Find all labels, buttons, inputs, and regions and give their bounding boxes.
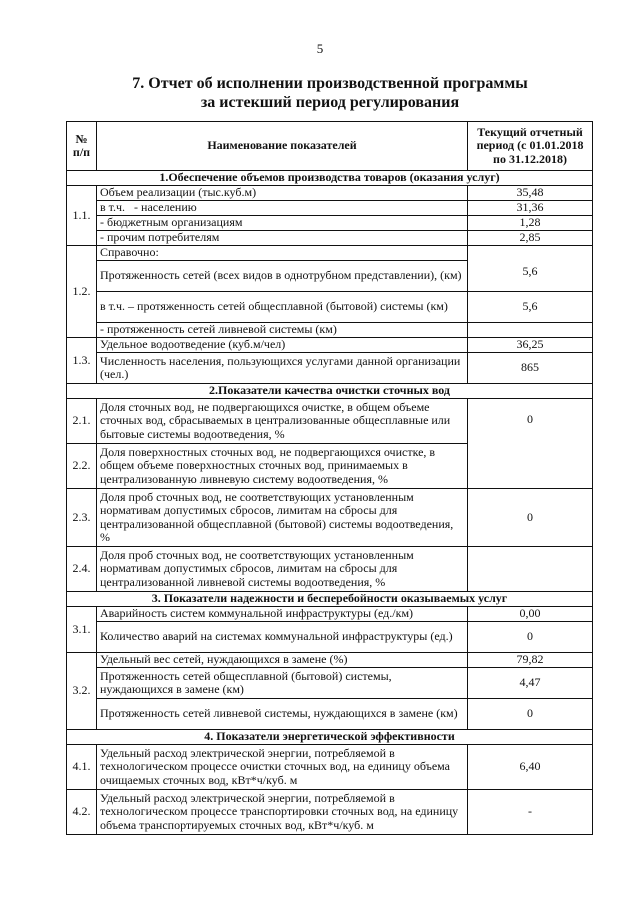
row-name: Удельное водоотведение (куб.м/чел) [97,338,468,353]
row-name: Доля проб сточных вод, не соответствующих установленным нормативам допустимых сбросов, лимитам на сбросы для централизованной ливневой системы водоотведения, % [97,547,468,592]
section-row [67,592,593,607]
row-value: 79,82 [468,653,593,668]
section-row [67,730,593,745]
section-title: 1.Обеспечение объемов производства товаров (оказания услуг) [67,171,593,186]
row-value: 31,36 [468,201,593,216]
title-line-2: за истекший период регулирования [200,94,460,111]
row-num: 2.2. [67,444,97,489]
header-row [67,122,593,171]
table-row [67,745,593,790]
table-row [67,790,593,835]
table-row [67,186,593,201]
row-name: Объем реализации (тыс.куб.м) [97,186,468,201]
row-value: 0,00 [468,607,593,622]
row-num: 3.1. [67,607,97,653]
table-row [67,216,593,231]
row-num: 2.3. [67,489,97,547]
row-value: 6,40 [468,745,593,790]
row-name: Численность населения, пользующихся услугами данной организации (чел.) [97,353,468,384]
row-num: 1.2. [67,246,97,338]
row-name: Справочно: [97,246,468,261]
row-value: 5,6 [468,246,593,292]
row-value: 5,6 [468,292,593,323]
table-row [67,201,593,216]
report-table [66,121,593,835]
row-value: 36,25 [468,338,593,353]
table-row [67,231,593,246]
section-row [67,384,593,399]
row-name: - прочим потребителям [97,231,468,246]
header-value: Текущий отчетный период (с 01.01.2018 по 31.12.2018) [468,122,593,171]
section-title: 3. Показатели надежности и бесперебойности оказываемых услуг [67,592,593,607]
row-name: Доля проб сточных вод, не соответствующих установленным нормативам допустимых сбросов, лимитам на сбросы для централизованной общесплавной (бытовой) системы водоотведения, % [97,489,468,547]
row-num: 4.2. [67,790,97,835]
table-row [67,323,593,338]
row-name: - протяженность сетей ливневой системы (км) [97,323,468,338]
row-name: в т.ч. - населению [97,201,468,216]
row-name: Удельный расход электрической энергии, потребляемой в технологическом процессе очистки сточных вод, на единицу объема очищаемых сточных вод, кВт*ч/куб. м [97,745,468,790]
row-value: 865 [468,353,593,384]
row-name: Протяженность сетей общесплавной (бытовой) системы, нуждающихся в замене (км) [97,668,468,699]
table-row [67,353,593,384]
header-num: № п/п [67,122,97,171]
section-row [67,171,593,186]
section-title: 2.Показатели качества очистки сточных вод [67,384,593,399]
row-value: 0 [468,489,593,547]
table-row [67,607,593,622]
row-name: Доля поверхностных сточных вод, не подвергающихся очистке, в общем объеме поверхностных сточных вод, принимаемых в централизованную ливневую систему водоотведения, % [97,444,468,489]
row-value [468,323,593,338]
row-value: 2,85 [468,231,593,246]
row-name: Протяженность сетей ливневой системы, нуждающихся в замене (км) [97,699,468,730]
row-num: 4.1. [67,745,97,790]
row-value: 4,47 [468,668,593,699]
row-value: 0 [468,399,593,489]
row-name: - бюджетным организациям [97,216,468,231]
row-name: Доля сточных вод, не подвергающихся очистке, в общем объеме сточных вод, сбрасываемых в централизованные общесплавные или бытовые системы водоотведения, % [97,399,468,444]
row-num: 3.2. [67,653,97,730]
row-num: 2.1. [67,399,97,444]
section-title: 4. Показатели энергетической эффективности [67,730,593,745]
row-name: Удельный расход электрической энергии, потребляемой в технологическом процессе транспортировки сточных вод, на единицу объема транспортируемых сточных вод, кВт*ч/куб. м [97,790,468,835]
title-line-1: 7. Отчет об исполнении производственной программы [132,75,528,92]
row-value: 0 [468,699,593,730]
page-number: 5 [316,41,324,56]
header-name: Наименование показателей [97,122,468,171]
table-row [67,399,593,444]
row-value [468,547,593,592]
row-name: Аварийность систем коммунальной инфраструктуры (ед./км) [97,607,468,622]
row-value: 1,28 [468,216,593,231]
row-num: 2.4. [67,547,97,592]
table-row [67,622,593,653]
table-row [67,489,593,547]
table-row [67,338,593,353]
row-value: 35,48 [468,186,593,201]
table-row [67,699,593,730]
row-name: Протяженность сетей (всех видов в однотрубном представлении), (км) [97,261,468,292]
row-value: - [468,790,593,835]
row-name: Удельный вес сетей, нуждающихся в замене (%) [97,653,468,668]
row-name: в т.ч. – протяженность сетей общесплавной (бытовой) системы (км) [97,292,468,323]
table-row [67,668,593,699]
row-value: 0 [468,622,593,653]
table-row [67,246,593,261]
row-num: 1.1. [67,186,97,246]
table-row [67,547,593,592]
page-title [60,74,600,112]
row-name: Количество аварий на системах коммунальной инфраструктуры (ед.) [97,622,468,653]
table-row [67,653,593,668]
table-row [67,292,593,323]
row-num: 1.3. [67,338,97,384]
